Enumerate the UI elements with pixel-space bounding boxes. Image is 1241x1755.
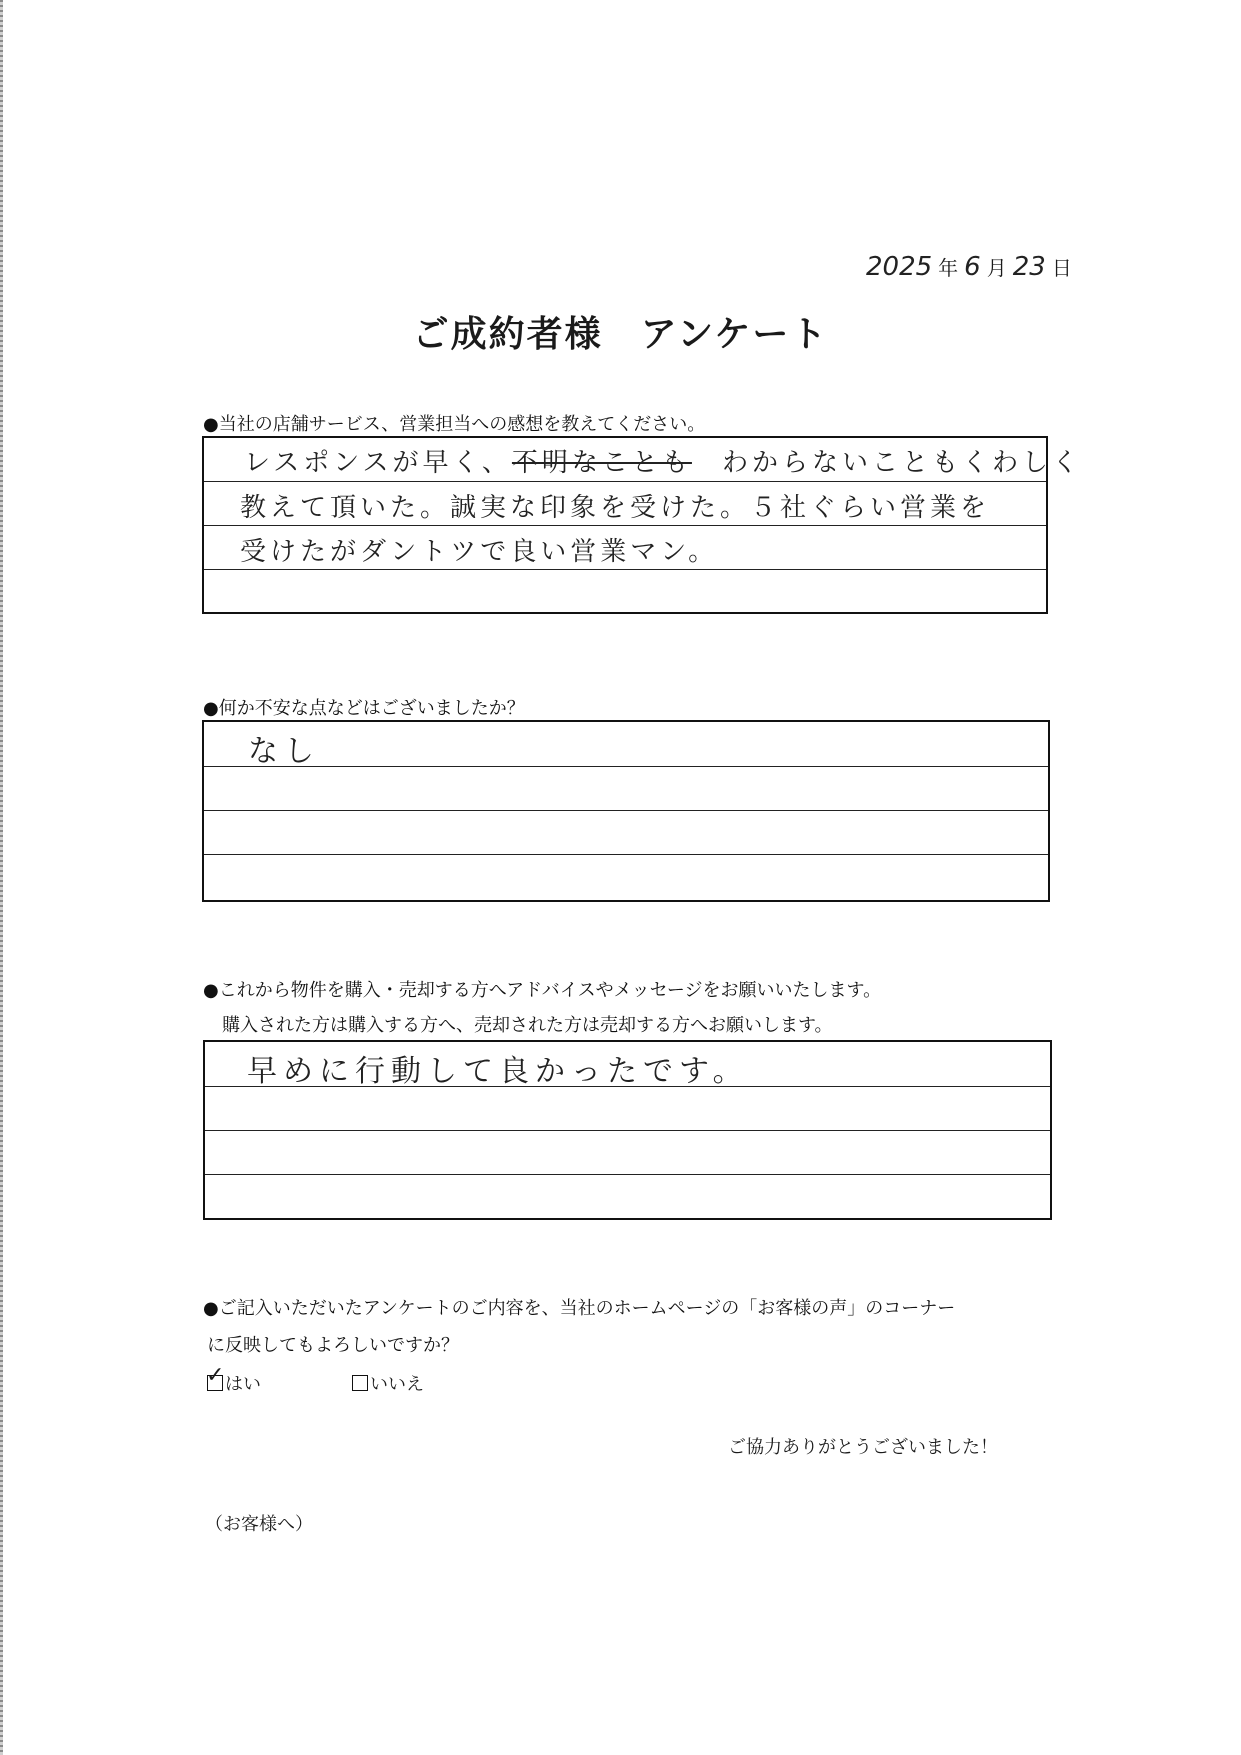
question-3-line-2: 購入された方は購入する方へ、売却された方は売却する方へお願いします。 [222, 1015, 833, 1036]
checkbox-no[interactable] [352, 1375, 368, 1391]
check-mark-icon: ✓ [206, 1363, 225, 1388]
date [866, 252, 1072, 292]
ruled-line [204, 854, 1048, 855]
ruled-line [204, 525, 1046, 526]
answer-1-line-1-before: レスポンスが早く、 [244, 448, 512, 478]
answer-box-2 [202, 720, 1050, 902]
scan-edge [0, 0, 3, 1755]
answer-1-struck-text: 不明なことも [511, 448, 692, 478]
option-yes-label: はい [225, 1374, 261, 1395]
question-2: ●何か不安な点などはございましたか？ [203, 698, 525, 719]
date-day: 23 [1012, 252, 1046, 282]
date-year-unit: 年 [938, 256, 959, 280]
date-year: 2025 [866, 252, 933, 282]
question-4-line-2: に反映してもよろしいですか？ [207, 1335, 459, 1356]
ruled-line [204, 481, 1046, 482]
page-title: ご成約者様 アンケート [412, 314, 829, 355]
ruled-line [205, 1130, 1050, 1131]
thanks-message: ご協力ありがとうございました！ [728, 1437, 998, 1458]
question-3-line-1: ●これから物件を購入・売却する方へアドバイスやメッセージをお願いいたします。 [203, 980, 882, 1001]
date-day-unit: 日 [1051, 256, 1072, 280]
date-month: 6 [964, 252, 981, 282]
answer-box-1 [202, 436, 1082, 614]
answer-2: なし [248, 734, 320, 769]
ruled-line [204, 810, 1048, 811]
answer-1-line-2: 教えて頂いた。誠実な印象を受けた。５社ぐらい営業を [240, 493, 991, 523]
option-no-label: いいえ [370, 1374, 424, 1395]
to-customer-label: （お客様へ） [205, 1514, 313, 1535]
answer-1-line-1 [244, 442, 1082, 479]
ruled-line [204, 766, 1048, 767]
checkbox-yes[interactable] [206, 1363, 225, 1391]
answer-1-line-1-after: わからないこともくわしく [691, 448, 1082, 478]
option-yes[interactable] [206, 1363, 261, 1396]
answer-1-line-3: 受けたがダントツで良い営業マン。 [240, 537, 719, 567]
option-no[interactable] [352, 1370, 424, 1396]
question-1: ●当社の店舗サービス、営業担当への感想を教えてください。 [203, 414, 706, 435]
question-4-line-1: ●ご記入いただいたアンケートのご内容を、当社のホームページの「お客様の声」のコーナー [203, 1298, 956, 1319]
date-month-unit: 月 [986, 256, 1007, 280]
answer-box-3 [203, 1040, 1052, 1220]
ruled-line [205, 1174, 1050, 1175]
ruled-line [204, 569, 1046, 570]
answer-3: 早めに行動して良かったです。 [247, 1054, 749, 1089]
